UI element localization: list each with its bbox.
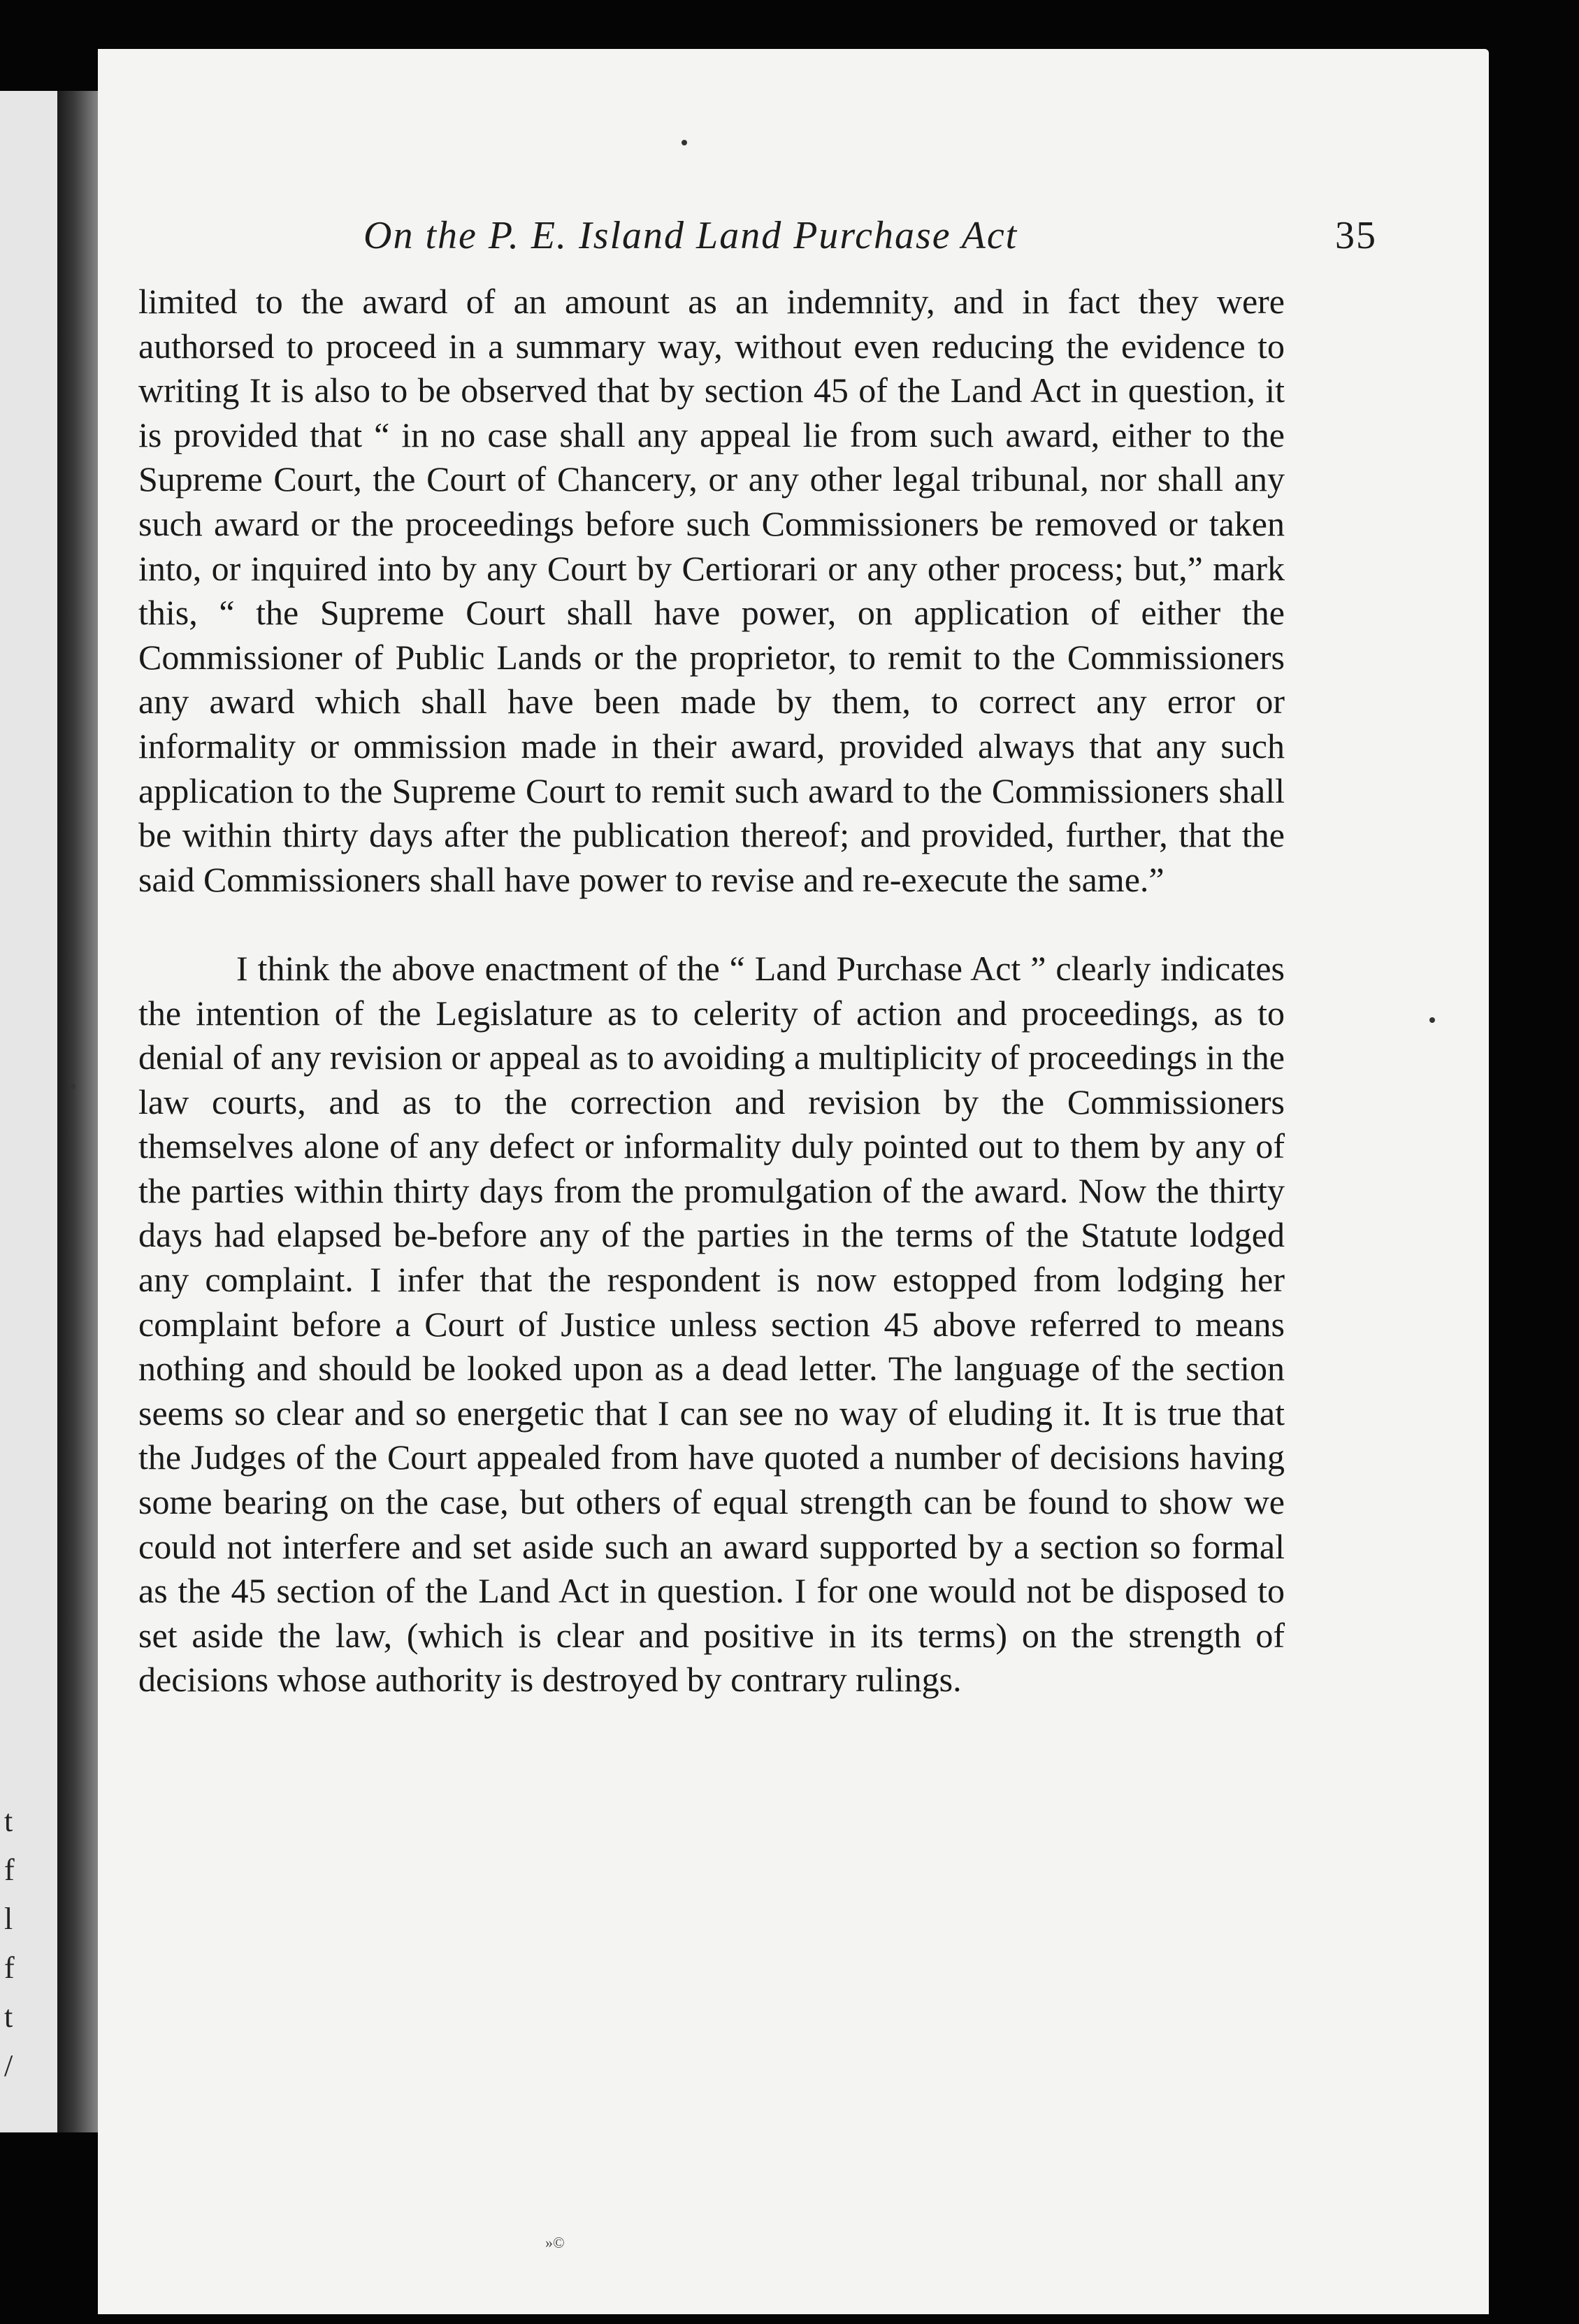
left-margin-fragments [4, 1797, 32, 2090]
paragraph-1: limited to the award of an amount as an indemnity, and in fact they were authorsed to proceed in a summary way, without even reducing the evidence to writing It is also to be observed that by section 45 of the Land Act in question, it is provided that “ in no case shall any appeal lie from such award, either to the Supreme Court, the Court of Chancery, or any other legal tribunal, nor shall any such award or the proceedings before such Commissioners be removed or taken into, or inquired into by any Court by Certiorari or any other process; but,” mark this, “ the Supreme Court shall have power, on application of either the Commissioner of Public Lands or the proprietor, to remit to the Commissioners any award which shall have been made by them, to correct any error or informality or ommission made in their award, provided always that any such application to the Supreme Court to remit such award to the Commissioners shall be within thirty days after the publication thereof; and provided, further, that the said Commissioners shall have power to revise and re-execute the same.” [138, 282, 1285, 899]
printer-mark: »© [545, 2234, 565, 2251]
left-page-edge [0, 91, 59, 2132]
ink-speck [70, 1084, 75, 1089]
margin-char: t [4, 2000, 13, 2034]
margin-char: f [4, 1853, 15, 1887]
book-gutter [57, 91, 99, 2132]
body-text [138, 280, 1285, 1702]
paragraph-2: I think the above enactment of the “ Land Purchase Act ” clearly indicates the intention of the Legislature as to celerity of action and proceedings, as to denial of any revision or appeal as to avoiding a multiplicity of proceedings in the law courts, and as to the correction and revision by the Commissioners themselves alone of any defect or informality duly pointed out to them by any of the parties within thirty days from the promulgation of the award. Now the thirty days had elapsed be-before any of the parties in the terms of the Statute lodged any complaint. I infer that the respondent is now estopped from lodging her complaint before a Court of Justice unless section 45 above referred to means nothing and should be looked upon as a dead letter. The language of the section seems so clear and so energetic that I can see no way of eluding it. It is true that the Judges of the Court appealed from have quoted a number of decisions having some bearing on the case, but others of equal strength can be found to show we could not interfere and set aside such an award supported by a section so formal as the 45 section of the Land Act in question. I for one would not be disposed to set aside the law, (which is clear and positive in its terms) on the strength of decisions whose authority is destroyed by contrary rulings. [138, 948, 1285, 1700]
running-head [363, 213, 1377, 258]
page-number: 35 [1335, 214, 1377, 257]
margin-char: / [4, 2049, 13, 2083]
ink-speck [682, 140, 687, 145]
margin-char: f [4, 1951, 15, 1985]
ink-speck [1429, 1017, 1435, 1023]
margin-char: l [4, 1902, 13, 1936]
running-head-title: On the P. E. Island Land Purchase Act [363, 214, 1018, 257]
margin-char: t [4, 1804, 13, 1838]
